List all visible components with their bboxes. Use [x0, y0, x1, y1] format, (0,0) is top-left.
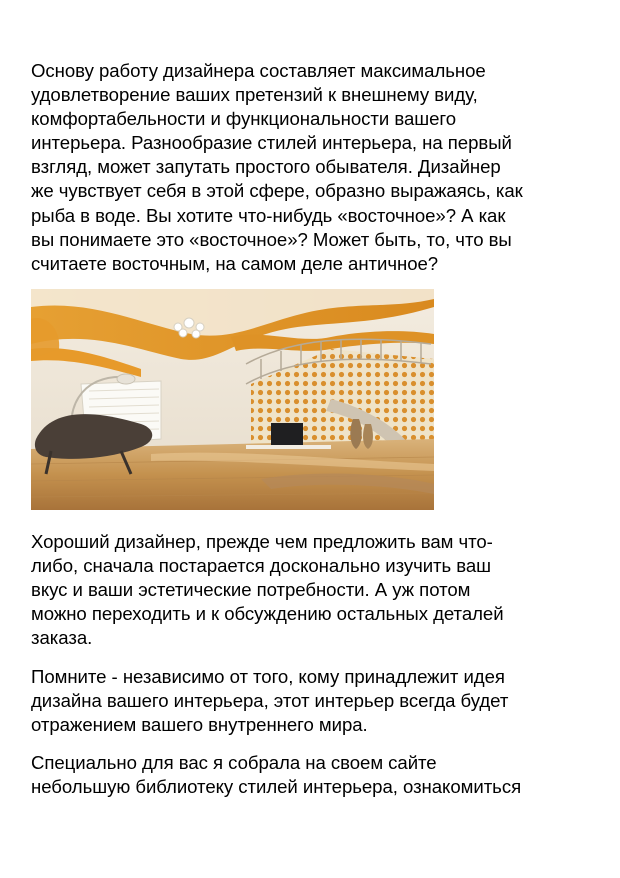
paragraph-good-designer: [31, 530, 591, 650]
text-line: вы понимаете это «восточное»? Может быть, то, что вы: [31, 228, 512, 250]
text-line: небольшую библиотеку стилей интерьера, ознакомиться: [31, 776, 522, 798]
text-line: считаете восточным, на самом деле античное?: [31, 252, 439, 274]
text-line: либо, сначала постарается досконально изучить ваш: [31, 555, 492, 577]
text-line: вкус и ваши эстетические потребности. А уж потом: [31, 579, 471, 601]
paragraph-designer-role: [31, 59, 591, 276]
text-line: дизайна вашего интерьера, этот интерьер всегда будет: [31, 690, 509, 712]
text-line: рыба в воде. Вы хотите что-нибудь «восточное»? А как: [31, 204, 506, 226]
text-line: комфортабельности и функциональности вашего: [31, 108, 457, 130]
lamp-shade: [117, 374, 135, 384]
interior-photo: [31, 289, 434, 510]
text-line: же чувствует себя в этой сфере, образно выражаясь, как: [31, 180, 523, 202]
text-line: удовлетворение ваших претензий к внешнему виду,: [31, 84, 478, 106]
interior-illustration: [31, 289, 434, 510]
text-line: Помните - независимо от того, кому принадлежит идея: [31, 666, 505, 687]
text-line: можно переходить и к обсуждению остальных деталей: [31, 603, 504, 625]
tv-stand: [246, 445, 331, 449]
tv: [271, 423, 303, 445]
text-line: заказа.: [31, 627, 93, 649]
text-line: отражением вашего внутреннего мира.: [31, 714, 368, 736]
text-line: Специально для вас я собрала на своем сайте: [31, 752, 437, 773]
text-line: взгляд, может запутать простого обывателя. Дизайнер: [31, 156, 501, 178]
paragraph-library: [31, 751, 591, 799]
text-line: Основу работу дизайнера составляет максимальное: [31, 60, 486, 81]
text-line: интерьера. Разнообразие стилей интерьера, на первый: [31, 132, 512, 154]
text-line: Хороший дизайнер, прежде чем предложить вам что-: [31, 531, 493, 552]
paragraph-remember: [31, 665, 591, 737]
